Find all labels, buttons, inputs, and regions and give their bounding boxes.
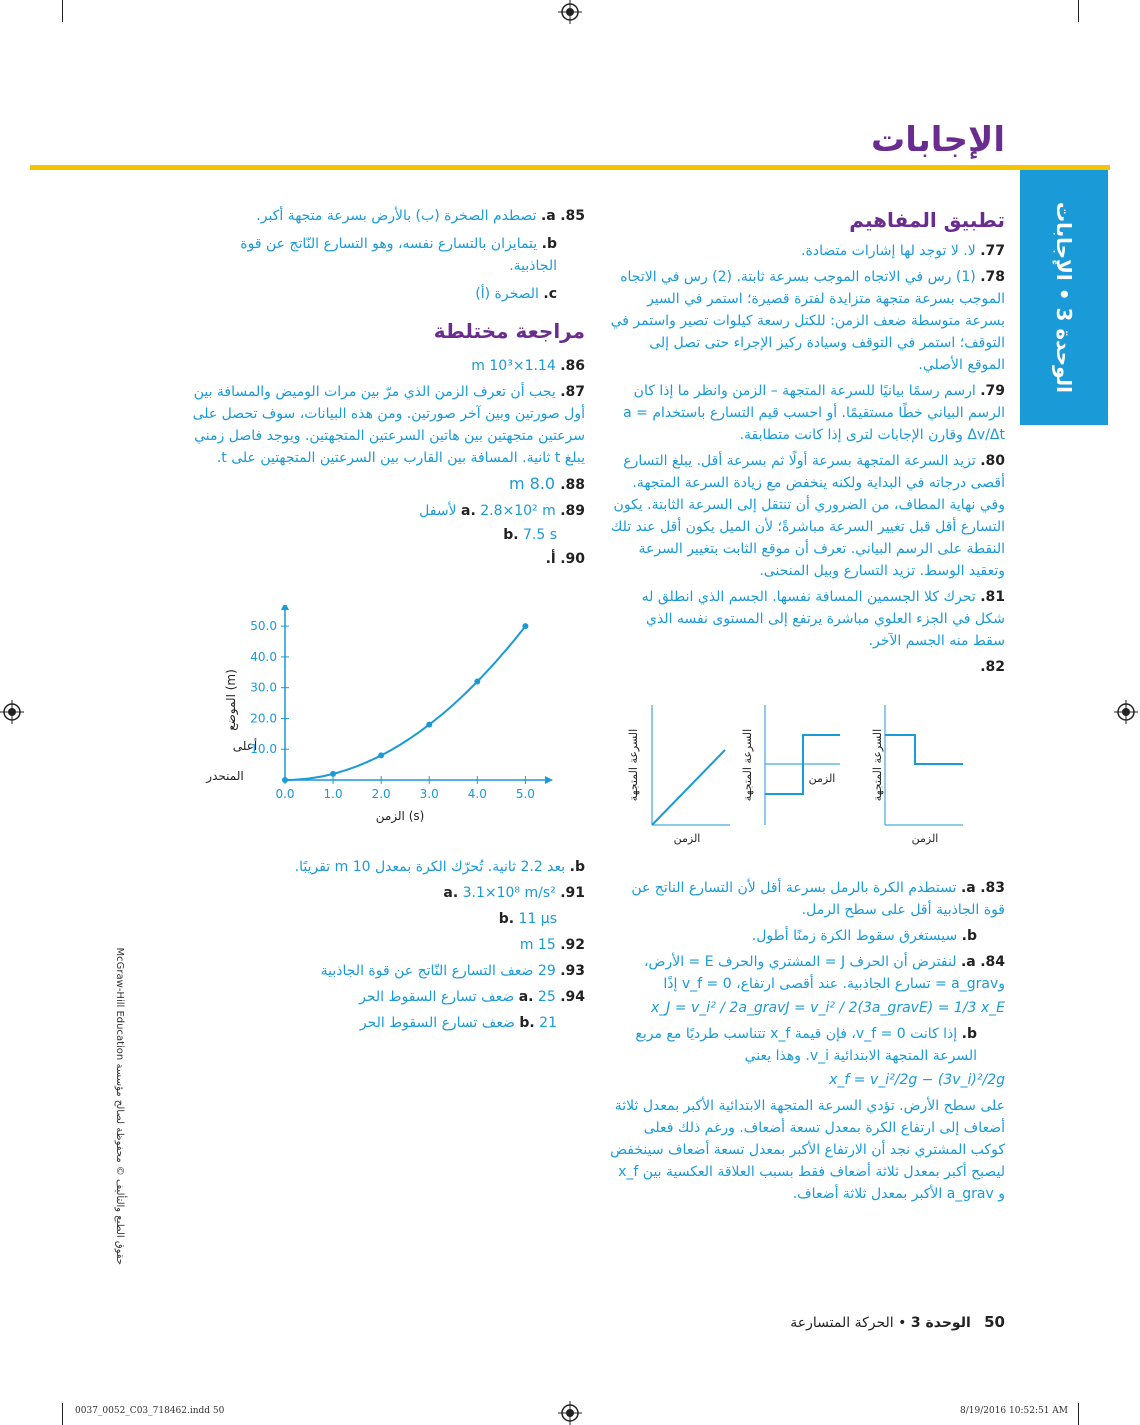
side-tab-label: الوحدة 3 • الإجابات <box>1052 201 1076 394</box>
answer-85a: 85. a. تصطدم الصخرة (ب) بالأرض بسرعة متجهة أكبر. <box>256 208 585 224</box>
equation-84b: x_f = v_i²/2g − (3v_i)²/2g <box>829 1072 1005 1088</box>
graph1-ylabel: السرعة المتجهة <box>627 728 640 802</box>
position-time-chart <box>195 605 570 835</box>
side-tab <box>1020 170 1108 425</box>
data-point <box>330 771 336 777</box>
answer-83a: 83. a. تستطدم الكرة بالرمل بسرعة أقل لأن التسارع الناتج عن قوة الجاذبية أقل على سطح الرمل. <box>631 880 1005 918</box>
answer-84b: b. إذا كانت v_f = 0، فإن قيمة x_f تتناسب طرديًا مع مربع السرعة المتجهة الابتدائية v_i. وهذا يعني <box>635 1026 977 1064</box>
answer-91a: 91. a. 3.1×10⁸ m/s² <box>443 885 585 901</box>
y-tick-label: 10.0 <box>250 742 277 757</box>
x-tick-label: 2.0 <box>371 787 391 801</box>
answer-80: 80. تزيد السرعة المتجهة بسرعة أولًا ثم بسرعة أقل. يبلغ التسارع أقصى درجاته في البداية ولكنه ينخفض مع زيادة السرعة المتجهة. وفي نهاية المطاف، من الضروري أن تنتقل إلى السرعة الثابتة. يكون التسارع أقل قبل تغيير السرعة مباشرةً؛ لأن الميل يكون أقل عند تلك النقطة على الرسم البياني. تعرف أن موقع الثابت بتغيير السرعة وتعقيد الوسط. تزيد التسارع وبيل المنحنى. <box>610 453 1005 579</box>
data-series-line <box>285 626 525 780</box>
y-axis-arrow <box>281 605 289 610</box>
x-tick-label: 1.0 <box>323 787 343 801</box>
registration-mark-icon <box>558 0 582 24</box>
y-tick-label: 50.0 <box>250 619 277 634</box>
answer-85c: c. الصخرة (أ) <box>475 286 557 302</box>
answer-89b: b. 7.5 s <box>503 527 557 543</box>
answer-79: 79. ارسم رسمًا بيانيًا للسرعة المتجهة – الزمن وانظر ما إذا كان الرسم البياني خطًا مستقيمًا. أو احسب قيم التسارع باستخدام a = Δv/Δt وقارن الإجابات لترى إذا كانت متطابقة. <box>623 383 1005 443</box>
answer-82: 82. <box>980 659 1005 675</box>
data-point <box>282 777 288 783</box>
answer-94b: b. 21 ضعف تسارع السقوط الحر <box>359 1015 557 1031</box>
y-tick-label: 40.0 <box>250 649 277 664</box>
answer-87: 87. يجب أن تعرف الزمن الذي مرّ بين مرات الوميض والمسافة بين أول صورتين وبين آخر صورتين. ومن هذه البيانات، سوف تحصل على سرعتين متجهتين بين هاتين السرعتين المتجهتين. ويوجد فاصل زمني يبلغ t ثانية. المسافة بين القارب بين السرعتين المتجهتين على t. <box>192 384 585 466</box>
right-column-lower <box>610 877 1005 1205</box>
answer-78: 78. (1) رس في الاتجاه الموجب بسرعة ثابتة. (2) رس في الاتجاه الموجب بسرعة متجهة متزايدة لفترة قصيرة؛ استمر في السير بسرعة متوسطة ضعف الزمن: للكتل رسعة كيلوات تصير واستمر في التوقف؛ استمر في التوقف وسيادة ركيز الإجراء حتى تصل إلى الموقع الأصلي. <box>610 269 1005 373</box>
graph-linear <box>627 705 730 845</box>
crop-mark <box>62 0 63 22</box>
file-slug: 0037_0052_C03_718462.indd 50 <box>75 1406 225 1416</box>
answer-84a: 84. a. لنفترض أن الحرف J = المشتري والحرف E = الأرض، وa_grav = تسارع الجاذبية. عند أقصى ارتفاع، v_f = 0 إذًا <box>644 954 1005 992</box>
answer-86: 86. 1.14×10³ m <box>471 358 585 374</box>
graph2-ylabel: السرعة المتجهة <box>741 728 754 802</box>
answer-90b: b. بعد 2.2 ثانية. تُحرّك الكرة بمعدل 10 m تقريبًا. <box>294 859 585 875</box>
answer-77: 77. لا. لا توجد لها إشارات متضادة. <box>801 243 1005 259</box>
crop-mark <box>1078 1403 1079 1425</box>
data-point <box>378 752 384 758</box>
footer-unit: الوحدة 3 <box>910 1315 971 1331</box>
data-point <box>474 679 480 685</box>
right-column <box>610 208 1005 678</box>
section-heading-mixed-review: مراجعة مختلطة <box>433 319 585 343</box>
x-tick-label: 0.0 <box>275 787 295 801</box>
y-tick-label: 20.0 <box>250 711 277 726</box>
registration-mark-icon <box>558 1401 582 1425</box>
title-rule <box>30 165 1110 170</box>
data-point <box>426 722 432 728</box>
data-point <box>522 623 528 629</box>
y-axis-label: الموضع (m) <box>224 669 238 731</box>
x-axis-label: الزمن (s) <box>375 809 425 823</box>
x-axis-arrow <box>545 776 553 784</box>
answer-89a: 89. a. 2.8×10² m لأسفل <box>419 503 585 519</box>
y-axis-label-bottom: المنحدر <box>206 769 244 783</box>
equation-84a: x_J = v_i² / 2a_gravJ = v_i² / 2(3a_gravE) = 1/3 x_E <box>650 1000 1005 1016</box>
answer-91b: b. 11 μs <box>498 911 557 927</box>
answer-83b: b. سيستغرق سقوط الكرة زمنًا أطول. <box>751 928 977 944</box>
x-tick-label: 3.0 <box>419 787 439 801</box>
answer-88: 88. 8.0 m <box>508 474 585 493</box>
answer-84b-continued: على سطح الأرض. تؤدي السرعة المتجهة الابتدائية الأكبر بمعدل ثلاثة أضعاف إلى ارتفاع الكرة بمعدل تسعة أضعاف. ورغم ذلك فعلى كوكب المشتري نجد أن الارتفاع الأكبر بمعدل تسعة أضعاف سينخفض ليصبح أكبر بمعدل ثلاثة أضعاف فقط بسبب العلاقة العكسية بين x_f و a_grav الأكبر بمعدل ثلاثة أضعاف. <box>610 1098 1005 1202</box>
section-heading-apply-concepts: تطبيق المفاهيم <box>849 208 1005 232</box>
y-axis-label-top: أعلى <box>232 739 258 753</box>
copyright-notice: حقوق الطبع والتأليف © محفوظة لصالح مؤسسة McGraw-Hill Education <box>114 947 125 1265</box>
page-title: الإجابات <box>871 120 1005 160</box>
chart-svg <box>195 605 570 835</box>
left-column-lower <box>190 856 585 1034</box>
footer-unit-title: الحركة المتسارعة <box>790 1315 894 1331</box>
answer-92: 92. 15 m <box>519 937 585 953</box>
y-tick-label: 30.0 <box>250 680 277 695</box>
page-footer <box>780 1313 1005 1331</box>
crop-mark <box>1078 0 1079 22</box>
registration-mark-icon <box>1114 700 1138 724</box>
graph3-xlabel: الزمن <box>911 832 939 845</box>
graph2-xlabel: الزمن <box>808 772 836 785</box>
file-date: 8/19/2016 10:52:51 AM <box>960 1406 1069 1416</box>
footer-bullet: • <box>898 1315 907 1331</box>
answer-94a: 94. a. 25 ضعف تسارع السقوط الحر <box>359 989 585 1005</box>
answer-90a: 90. أ. <box>545 551 585 567</box>
graph-step-down <box>871 705 963 845</box>
left-column <box>190 205 585 570</box>
x-tick-label: 5.0 <box>515 787 535 801</box>
page-number: 50 <box>984 1313 1005 1331</box>
graph-step-cross <box>741 705 840 825</box>
x-tick-label: 4.0 <box>467 787 487 801</box>
answer-81: 81. تحرك كلا الجسمين المسافة نفسها. الجسم الذي انطلق له شكل في الجزء العلوي مباشرة يرتفع إلى المستوى نفسه الذي سقط منه الجسم الآخر. <box>641 589 1005 649</box>
graph3-ylabel: السرعة المتجهة <box>871 728 884 802</box>
graph1-xlabel: الزمن <box>673 832 701 845</box>
answer-85b: b. يتمايزان بالتسارع نفسه، وهو التسارع النّاتج عن قوة الجاذبية. <box>240 236 557 274</box>
answer-93: 93. 29 ضعف التسارع النّاتج عن قوة الجاذبية <box>320 963 585 979</box>
registration-mark-icon <box>0 700 24 724</box>
crop-mark <box>62 1403 63 1425</box>
velocity-time-graphs <box>615 700 975 850</box>
